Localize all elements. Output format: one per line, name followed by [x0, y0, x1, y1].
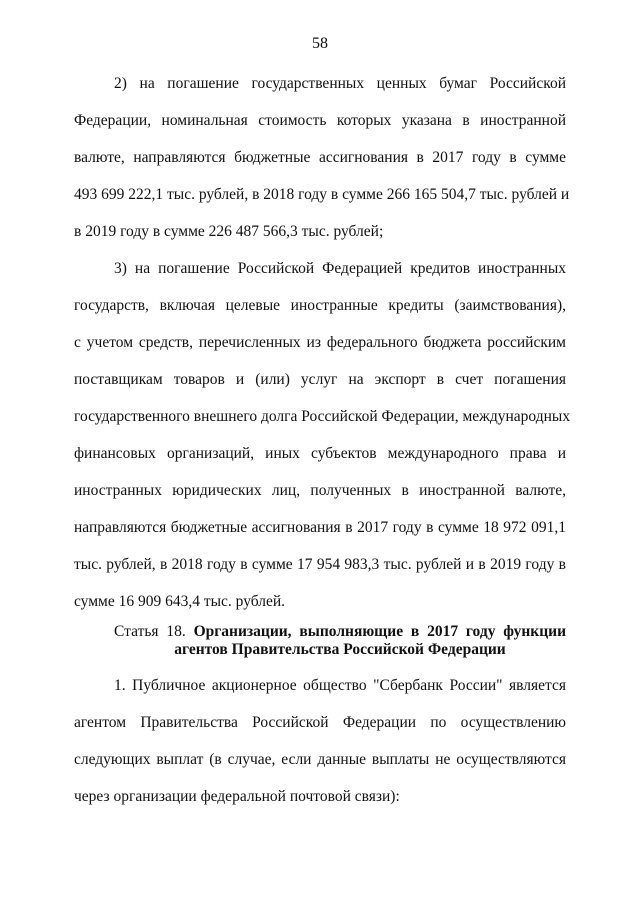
article-title: Организации, выполняющие в 2017 году функции: [193, 623, 566, 640]
paragraph-line: через организации федеральной почтовой связи):: [74, 788, 400, 805]
paragraph-line: 3) на погашение Российской Федерацией кредитов иностранных: [114, 260, 566, 277]
paragraph-line: 493 699 222,1 тыс. рублей, в 2018 году в сумме 266 165 504,7 тыс. рублей и: [74, 186, 570, 203]
paragraph-line: агентом Правительства Российской Федерации по осуществлению: [74, 714, 566, 731]
page-number: 58: [312, 35, 328, 52]
article-title-line-2: агентов Правительства Российской Федерации: [174, 641, 506, 658]
paragraph-line: финансовых организаций, иных субъектов международного права и: [74, 445, 566, 462]
paragraph-line: 2) на погашение государственных ценных бумаг Российской: [114, 75, 566, 92]
paragraph-line: Федерации, номинальная стоимость которых указана в иностранной: [74, 112, 566, 129]
paragraph-line: поставщикам товаров и (или) услуг на экспорт в счет погашения: [74, 371, 566, 388]
paragraph-line: направляются бюджетные ассигнования в 2017 году в сумме 18 972 091,1: [74, 519, 566, 536]
paragraph-line: тыс. рублей, в 2018 году в сумме 17 954 983,3 тыс. рублей и в 2019 году в: [74, 556, 566, 573]
paragraph-line: государств, включая целевые иностранные кредиты (заимствования),: [74, 297, 566, 314]
paragraph-line: сумме 16 909 643,4 тыс. рублей.: [74, 593, 286, 610]
paragraph-line: в 2019 году в сумме 226 487 566,3 тыс. рублей;: [74, 223, 384, 240]
paragraph-line: 1. Публичное акционерное общество "Сбербанк России" является: [114, 677, 566, 694]
article-heading-line-1: [114, 622, 566, 642]
paragraph-line: с учетом средств, перечисленных из федерального бюджета российским: [74, 334, 566, 351]
article-number: Статья 18.: [114, 623, 186, 640]
paragraph-line: государственного внешнего долга Российской Федерации, международных: [74, 408, 571, 425]
paragraph-line: следующих выплат (в случае, если данные выплаты не осуществляются: [74, 751, 566, 768]
paragraph-line: валюте, направляются бюджетные ассигнования в 2017 году в сумме: [74, 149, 566, 166]
paragraph-line: иностранных юридических лиц, полученных в иностранной валюте,: [74, 482, 566, 499]
